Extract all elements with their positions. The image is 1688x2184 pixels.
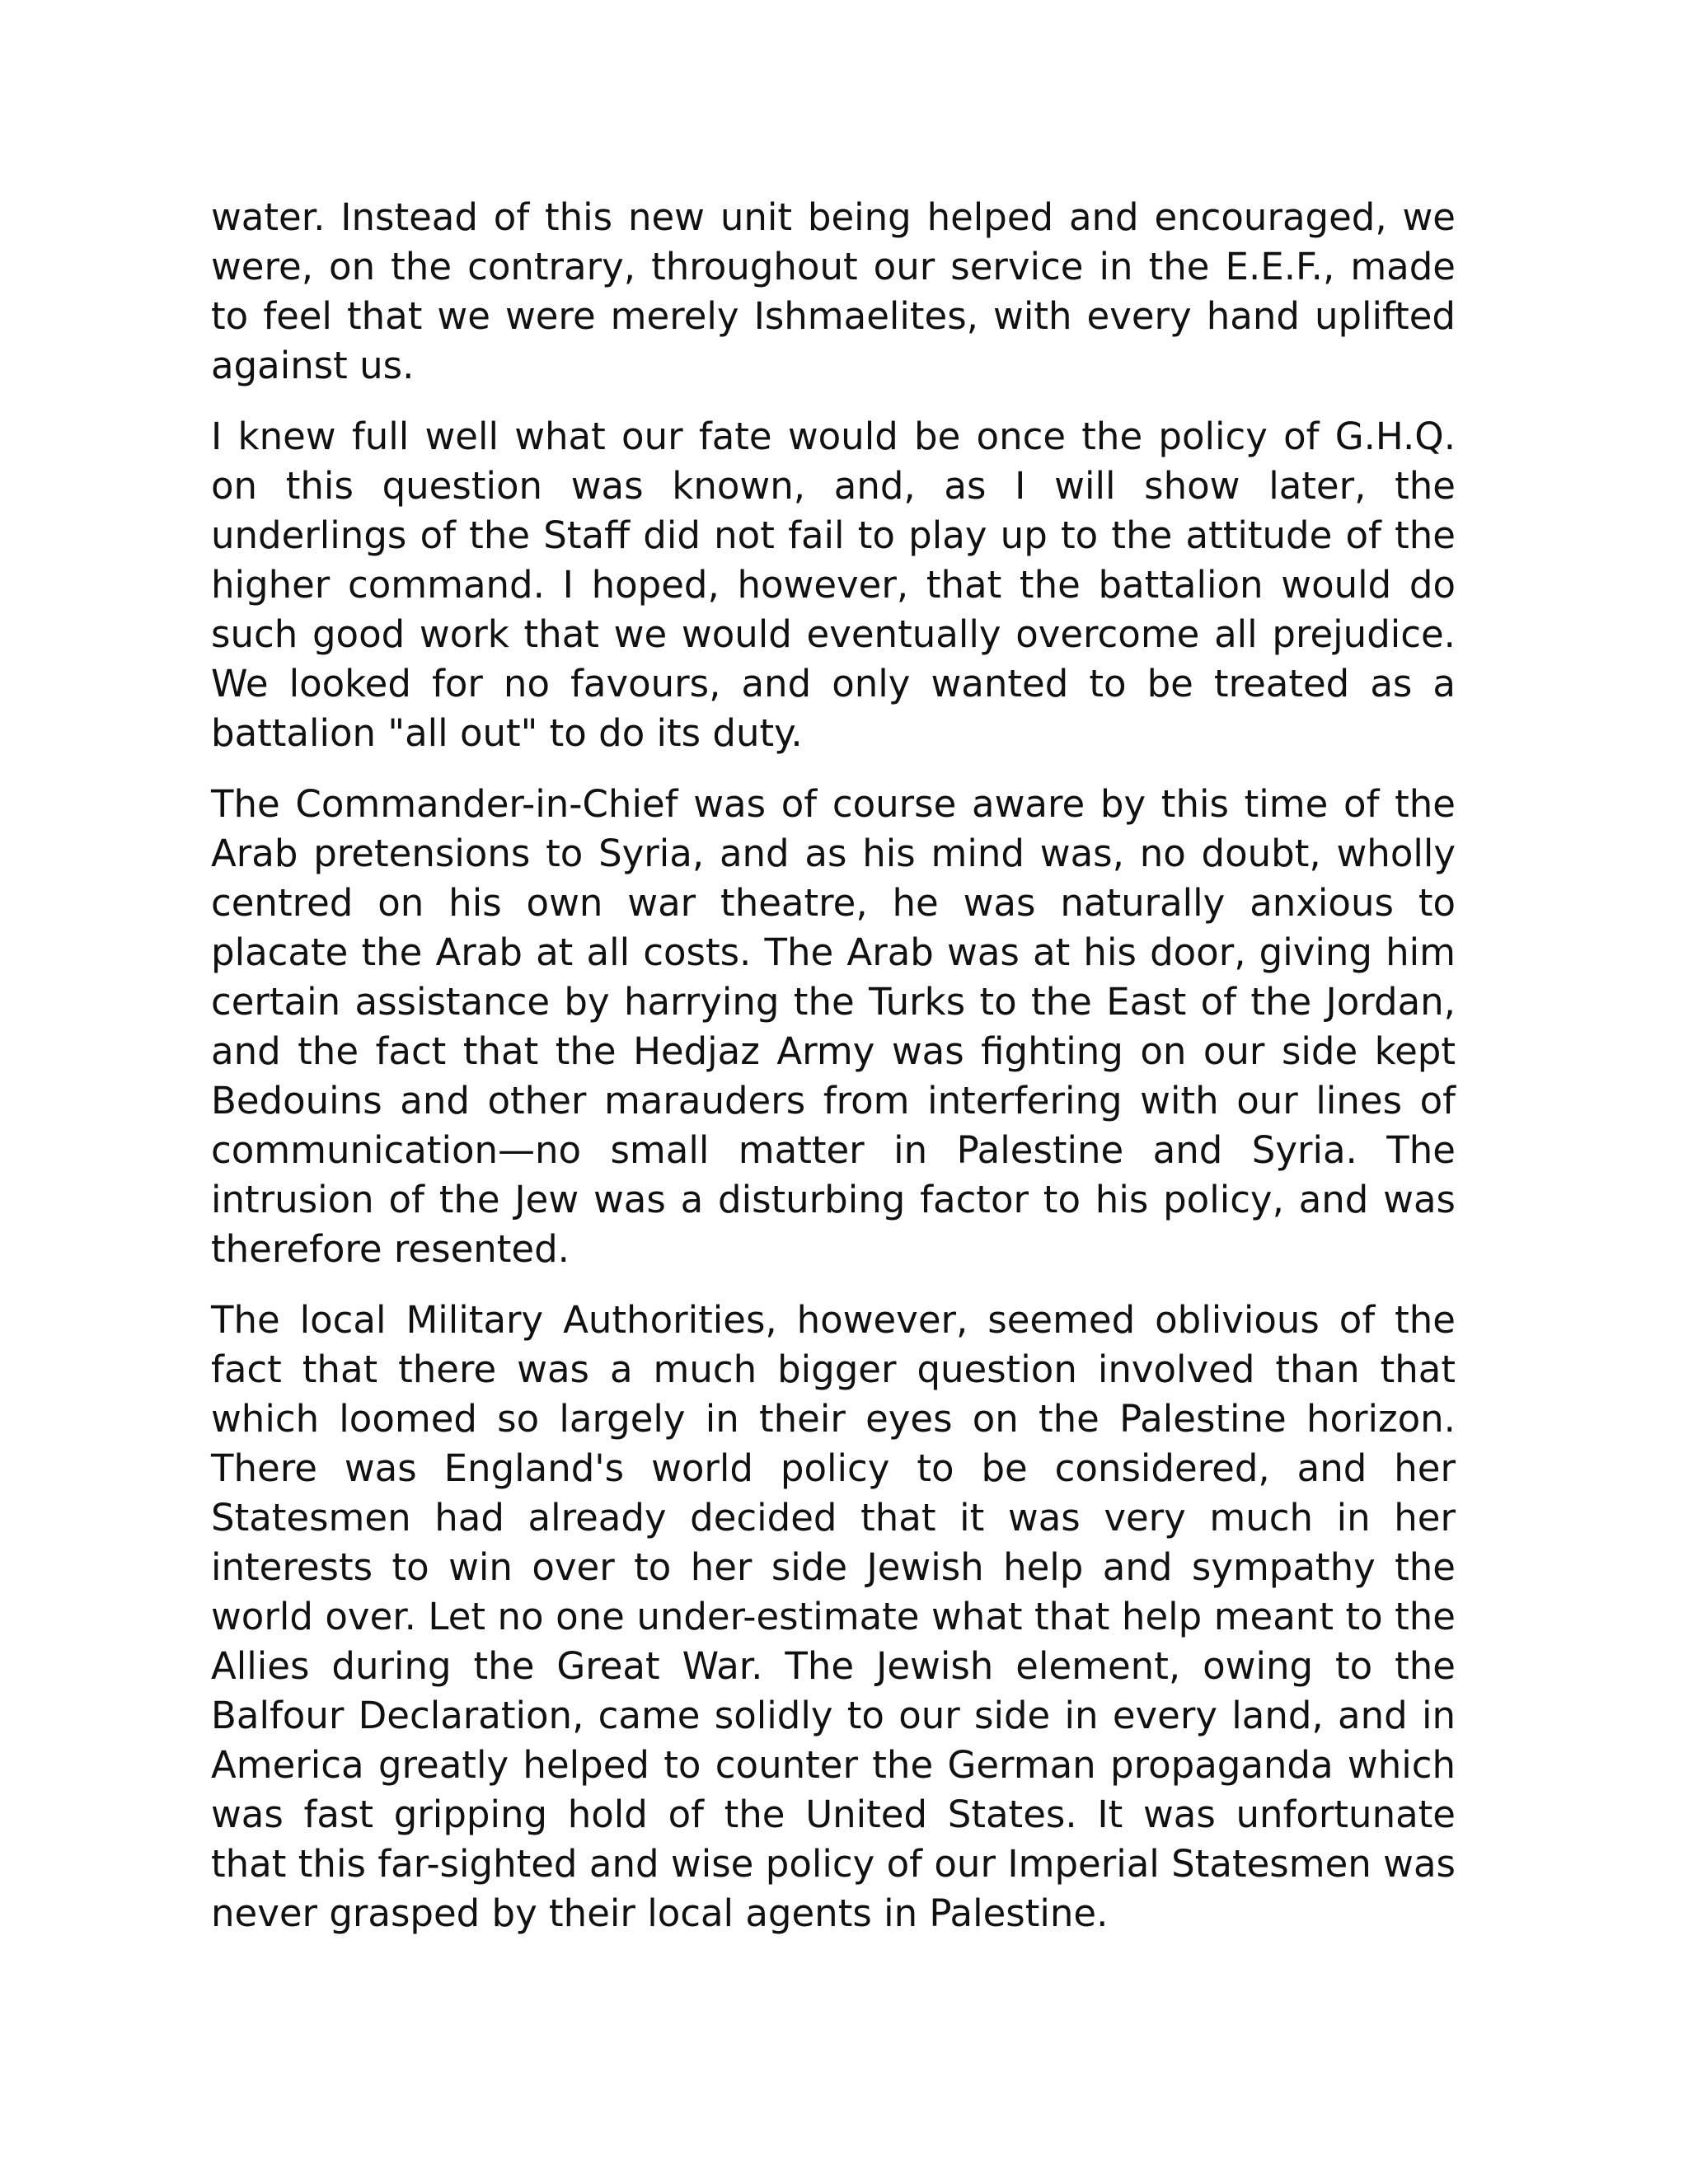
paragraph-2: I knew full well what our fate would be once the policy of G.H.Q. on this question was known, and, as I will show later, the underlings of the Staff did not fail to play up to the attitude of the higher command. I hoped, however, that the battalion would do such good work that we would eventually overcome all prejudice. We looked for no favours, and only wanted to be treated as a battalion "all out" to do its duty.: [211, 415, 1456, 755]
paragraph-1: water. Instead of this new unit being helped and encouraged, we were, on the contrary, throughout our service in the E.E.F., made to feel that we were merely Ishmaelites, with every hand uplifted against us.: [211, 195, 1456, 387]
paragraph-3: The Commander-in-Chief was of course aware by this time of the Arab pretensions to Syria, and as his mind was, no doubt, wholly centred on his own war theatre, he was naturally anxious to placate the Arab at all costs. The Arab was at his door, giving him certain assistance by harrying the Turks to the East of the Jordan, and the fact that the Hedjaz Army was fighting on our side kept Bedouins and other marauders from interfering with our lines of communication—no small matter in Palestine and Syria. The intrusion of the Jew was a disturbing factor to his policy, and was therefore resented.: [211, 782, 1456, 1271]
document-page: [211, 193, 1456, 1960]
paragraph-4: The local Military Authorities, however, seemed oblivious of the fact that there was a much bigger question involved than that which loomed so largely in their eyes on the Palestine horizon. There was England's world policy to be considered, and her Statesmen had already decided that it was very much in her interests to win over to her side Jewish help and sympathy the world over. Let no one under-estimate what that help meant to the Allies during the Great War. The Jewish element, owing to the Balfour Declaration, came solidly to our side in every land, and in America greatly helped to counter the German propaganda which was fast gripping hold of the United States. It was unfortunate that this far-sighted and wise policy of our Imperial Statesmen was never grasped by their local agents in Palestine.: [211, 1298, 1456, 1935]
